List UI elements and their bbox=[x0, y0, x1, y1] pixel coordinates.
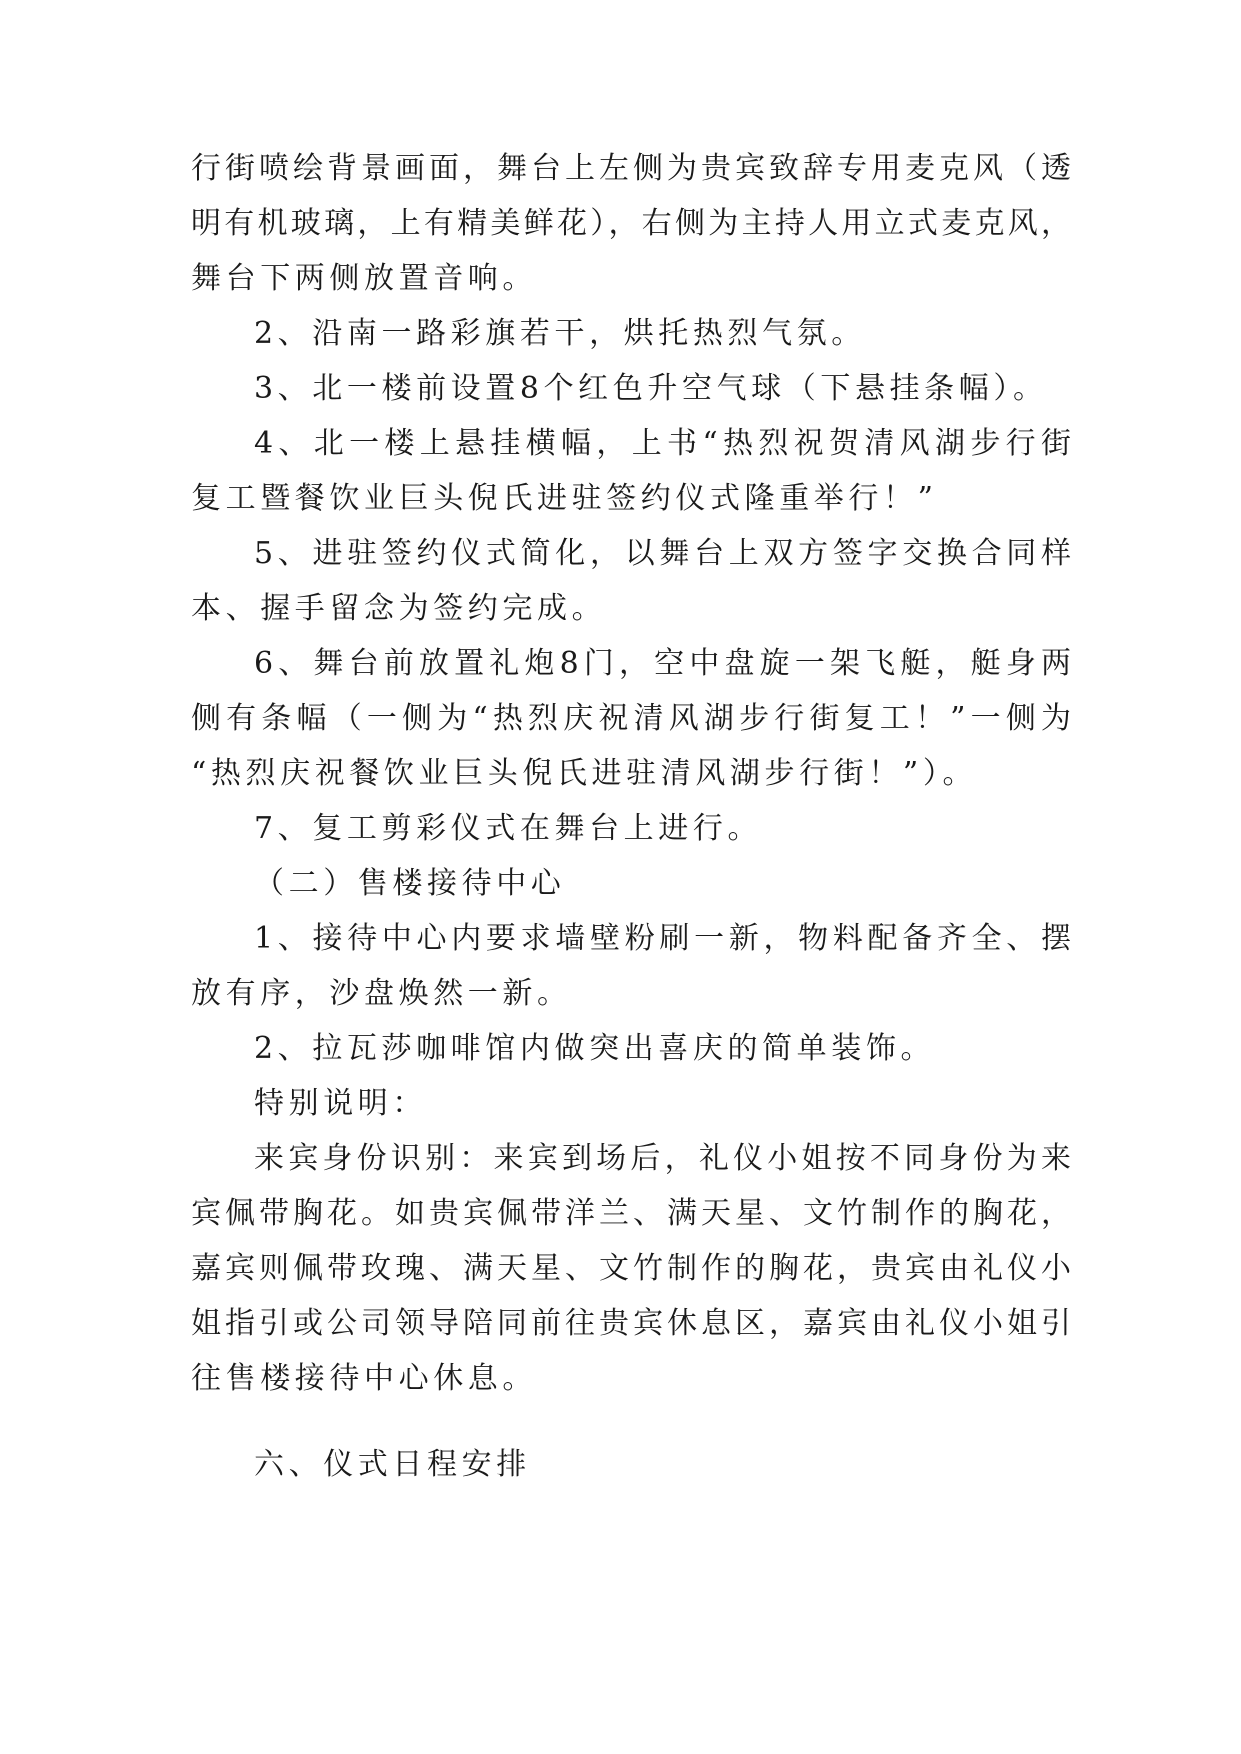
paragraph-line: 舞台下两侧放置音响。 bbox=[191, 261, 537, 296]
paragraph-line: 往售楼接待中心休息。 bbox=[191, 1361, 537, 1396]
paragraph-line: 7、复工剪彩仪式在舞台上进行。 bbox=[254, 811, 763, 846]
paragraph-line: 1、接待中心内要求墙壁粉刷一新，物料配备齐全、摆 bbox=[254, 921, 1071, 956]
paragraph-line: 3、北一楼前设置8个红色升空气球（下悬挂条幅）。 bbox=[254, 371, 1048, 406]
paragraph-line: 明有机玻璃，上有精美鲜花），右侧为主持人用立式麦克风， bbox=[191, 206, 1071, 241]
section-heading: 特别说明： bbox=[254, 1086, 427, 1121]
paragraph-line: “热烈庆祝餐饮业巨头倪氏进驻清风湖步行街！”）。 bbox=[191, 756, 978, 791]
paragraph-line: 嘉宾则佩带玫瑰、满天星、文竹制作的胸花，贵宾由礼仪小 bbox=[191, 1251, 1071, 1286]
paragraph-line: 5、进驻签约仪式简化，以舞台上双方签字交换合同样 bbox=[254, 536, 1071, 571]
paragraph-line: 姐指引或公司领导陪同前往贵宾休息区，嘉宾由礼仪小姐引 bbox=[191, 1306, 1071, 1341]
paragraph-line: 4、北一楼上悬挂横幅，上书“热烈祝贺清风湖步行街 bbox=[254, 426, 1071, 461]
paragraph-line: 宾佩带胸花。如贵宾佩带洋兰、满天星、文竹制作的胸花， bbox=[191, 1196, 1071, 1231]
paragraph-line: 行街喷绘背景画面，舞台上左侧为贵宾致辞专用麦克风（透 bbox=[191, 151, 1071, 186]
paragraph-line: 6、舞台前放置礼炮8门，空中盘旋一架飞艇，艇身两 bbox=[254, 646, 1071, 681]
paragraph-line: 侧有条幅（一侧为“热烈庆祝清风湖步行街复工！”一侧为 bbox=[191, 701, 1071, 736]
paragraph-line: 放有序，沙盘焕然一新。 bbox=[191, 976, 572, 1011]
paragraph-line: 本、握手留念为签约完成。 bbox=[191, 591, 607, 626]
section-heading: 六、仪式日程安排 bbox=[254, 1447, 531, 1482]
section-heading: （二）售楼接待中心 bbox=[254, 866, 566, 901]
paragraph-line: 2、沿南一路彩旗若干，烘托热烈气氛。 bbox=[254, 316, 866, 351]
paragraph-line: 复工暨餐饮业巨头倪氏进驻签约仪式隆重举行！” bbox=[191, 481, 938, 516]
paragraph-line: 2、拉瓦莎咖啡馆内做突出喜庆的简单装饰。 bbox=[254, 1031, 936, 1066]
paragraph-line: 来宾身份识别：来宾到场后，礼仪小姐按不同身份为来 bbox=[254, 1141, 1071, 1176]
